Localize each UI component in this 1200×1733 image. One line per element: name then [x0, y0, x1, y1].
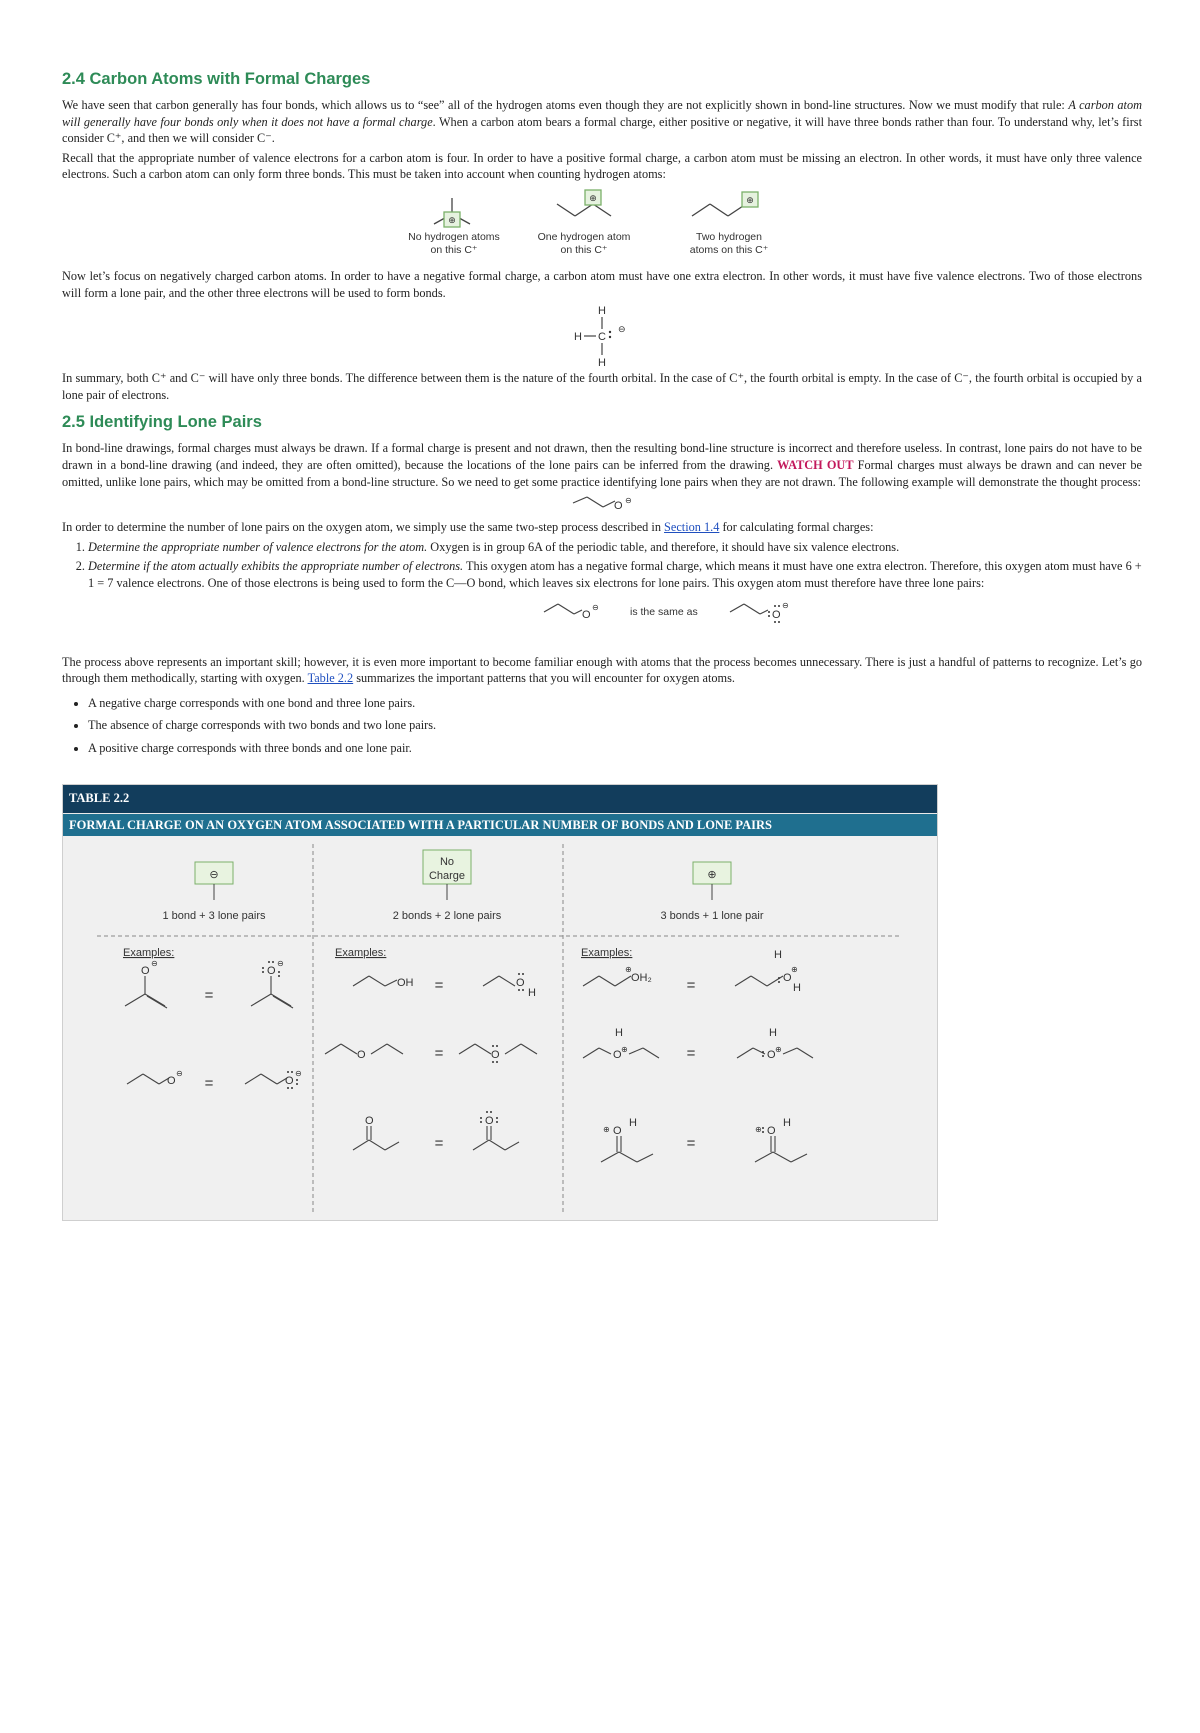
- examples-label-3: Examples:: [581, 947, 633, 960]
- table-2-2-link[interactable]: Table 2.2: [307, 671, 354, 686]
- ex-h-6: H: [629, 1117, 637, 1130]
- h-left: H: [574, 331, 582, 344]
- table-subtitle: FORMAL CHARGE ON AN OXYGEN ATOM ASSOCIATED WITH A PARTICULAR NUMBER OF BONDS AND LONE PAIRS: [63, 813, 937, 836]
- steps-list: [62, 539, 1142, 592]
- h-bottom: H: [598, 357, 606, 369]
- ex-h-2: H: [793, 982, 801, 995]
- ex-o-9: O: [485, 1115, 494, 1128]
- section-1-4-link[interactable]: Section 1.4: [664, 520, 720, 535]
- ex-h-7: H: [783, 1117, 791, 1130]
- plus-charge-3: ⊕: [746, 195, 754, 206]
- ex-o-6: O: [357, 1049, 366, 1062]
- pattern-item-1: • A negative charge corresponds with one bond and three lone pairs.: [88, 695, 1142, 712]
- s25-p3-text-b: summarizes the important patterns that you will encounter for oxygen atoms.: [353, 671, 735, 686]
- caption-3b: atoms on this C⁺: [689, 243, 769, 256]
- step-1-title: Determine the appropriate number of valence electrons for the atom.: [88, 539, 428, 554]
- eq-7: =: [686, 1045, 696, 1063]
- s25-paragraph-3: [62, 654, 1142, 687]
- table-figure: [63, 836, 935, 1220]
- charge-plus-1: ⊕: [625, 965, 632, 975]
- ex-o-3: O: [167, 1075, 176, 1088]
- charge-minus-4: ⊖: [295, 1069, 302, 1079]
- s25-p2-text-b: for calculating formal charges:: [719, 520, 874, 535]
- ex-o-13: O: [613, 1125, 622, 1138]
- ex-o-14: O: [767, 1125, 776, 1138]
- eq-2: =: [204, 1075, 214, 1093]
- carbon-atom: C: [598, 331, 606, 344]
- col3-label: 3 bonds + 1 lone pair: [660, 910, 764, 923]
- ex-o-7: O: [491, 1049, 500, 1062]
- caption-2a: One hydrogen atom: [537, 230, 631, 243]
- minus-charge-left: ⊖: [592, 602, 599, 612]
- charge-minus-2: ⊖: [277, 959, 284, 969]
- ex-oh: OH: [397, 977, 414, 990]
- charge-plus-3: ⊕: [621, 1045, 628, 1055]
- eq-4: =: [434, 1045, 444, 1063]
- ex-o-4: O: [285, 1075, 294, 1088]
- s25-p3-text-a: The process above represents an important skill; however, it is even more important to become familiar enough with atoms that the process becomes unnecessary. There is just a handful of patterns to recognize. Let’s go through them methodically, starting with oxygen.: [62, 654, 1142, 686]
- ex-o-5: O: [516, 977, 525, 990]
- s25-paragraph-2: [62, 519, 1142, 536]
- table-body: [63, 836, 937, 1220]
- s25-p2-text-a: In order to determine the number of lone pairs on the oxygen atom, we simply use the same two-step process described in: [62, 520, 665, 535]
- positive-badge: ⊕: [707, 869, 717, 882]
- eq-5: =: [434, 1135, 444, 1153]
- section-2-5-heading: 2.5 Identifying Lone Pairs: [62, 413, 262, 432]
- s25-p1-text-b: Formal charges must always be drawn and can never be omitted, unlike lone pairs, which may be omitted from a bond-line structure. So we need to get some practice identifying lone pairs when they are not drawn. The following example will demonstrate the thought process:: [62, 457, 1142, 489]
- oxygen-atom-right: O: [772, 608, 781, 621]
- ex-o-2: O: [267, 965, 276, 978]
- pattern-item-3: • A positive charge corresponds with three bonds and one lone pair.: [88, 740, 1142, 757]
- eq-6: =: [686, 977, 696, 995]
- same-as-label: is the same as: [630, 605, 698, 618]
- methyl-anion-figure: [562, 304, 642, 368]
- minus-charge-right: ⊖: [782, 600, 789, 610]
- minus-charge: ⊖: [625, 496, 632, 506]
- s24-paragraph-1: [62, 97, 1142, 147]
- ex-o-8: O: [365, 1115, 374, 1128]
- table-title: TABLE 2.2: [63, 785, 937, 813]
- ex-h-4: H: [615, 1027, 623, 1040]
- charge-plus-2: ⊕: [791, 965, 798, 975]
- ex-o-1: O: [141, 965, 150, 978]
- carbocation-figure: [392, 186, 812, 266]
- h-top: H: [598, 305, 606, 318]
- s24-paragraph-3: Now let’s focus on negatively charged carbon atoms. In order to have a negative formal charge, a carbon atom must have one extra electron. In other words, it must have five valence electrons. Two of those electrons will form a lone pair, and the other three electrons will be used to form bonds.: [62, 268, 1142, 300]
- lone-pair-comparison-figure: [542, 598, 802, 628]
- charge-minus-3: ⊖: [176, 1069, 183, 1079]
- ex-h-5: H: [769, 1027, 777, 1040]
- oxygen-atom: O: [614, 500, 623, 513]
- s24-paragraph-2: Recall that the appropriate number of valence electrons for a carbon atom is four. In order to have a positive formal charge, a carbon atom must be missing an electron. In other words, it must have only three valence electrons. Such a carbon atom can only form three bonds. This must be taken into account when counting hydrogen atoms:: [62, 150, 1142, 182]
- charge-plus-5: ⊕: [603, 1125, 610, 1135]
- step-1: [88, 539, 1142, 556]
- section-2-4-heading: 2.4 Carbon Atoms with Formal Charges: [62, 70, 371, 88]
- s24-paragraph-4: In summary, both C⁺ and C⁻ will have only three bonds. The difference between them is the nature of the fourth orbital. In the case of C⁺, the fourth orbital is empty. In the case of C⁻, the fourth orbital is occupied by a lone pair of electrons.: [62, 371, 1142, 402]
- eq-8: =: [686, 1135, 696, 1153]
- caption-1b: on this C⁺: [430, 243, 478, 256]
- s25-p1-text-a: In bond-line drawings, formal charges must always be drawn. If a formal charge is present and not drawn, then the resulting bond-line structure is incorrect and therefore useless. In contrast, lone pairs do not have to be drawn in a bond-line drawing (and indeed, they are often omitted), because the locations of the lone pairs can be inferred from the drawing.: [62, 441, 1142, 472]
- ex-h-3: H: [774, 949, 782, 962]
- charge-plus-6: ⊕: [755, 1125, 762, 1135]
- plus-charge-2: ⊕: [589, 193, 597, 204]
- s25-paragraph-1: [62, 440, 1142, 490]
- page-content: [62, 60, 1142, 1221]
- no-charge-badge-line1: No: [439, 856, 455, 869]
- step-2-body: This oxygen atom has a negative formal charge, which means it must have one extra electron. Therefore, this oxygen atom must have 6 + 1 = 7 valence electrons. One of those electrons is being used to form the C—O bond, which leaves six electrons for lone pairs. This oxygen atom must therefore have three lone pairs:: [88, 559, 1142, 590]
- step-2: [88, 558, 1142, 591]
- ex-o-12: O: [767, 1049, 776, 1062]
- minus-charge: ⊖: [618, 325, 626, 336]
- patterns-list: [62, 695, 1142, 757]
- ex-o-11: O: [613, 1049, 622, 1062]
- no-charge-badge-line2: Charge: [428, 870, 466, 883]
- col2-label: 2 bonds + 2 lone pairs: [392, 910, 502, 923]
- pattern-item-2: • The absence of charge corresponds with two bonds and two lone pairs.: [88, 717, 1142, 734]
- examples-label-1: Examples:: [123, 947, 175, 960]
- caption-2b: on this C⁺: [560, 243, 608, 256]
- step-2-title: Determine if the atom actually exhibits the appropriate number of electrons.: [88, 559, 464, 574]
- caption-1a: No hydrogen atoms: [408, 230, 500, 243]
- examples-label-2: Examples:: [335, 947, 387, 960]
- watch-out-label: WATCH OUT: [777, 457, 854, 472]
- ex-h-1: H: [528, 987, 536, 1000]
- eq-1: =: [204, 987, 214, 1005]
- ex-o-10: O: [783, 972, 792, 985]
- s24-p1-text-a: We have seen that carbon generally has four bonds, which allows us to “see” all of the hydrogen atoms even though they are not explicitly shown in bond-line structures. Now we must modify that rule:: [62, 98, 1069, 112]
- ethoxide-figure: [567, 493, 637, 517]
- oxygen-atom-left: O: [582, 608, 591, 621]
- ex-oh2: OH₂: [631, 972, 652, 985]
- step-1-body: Oxygen is in group 6A of the periodic table, and therefore, it should have six valence electrons.: [427, 539, 900, 554]
- charge-plus-4: ⊕: [775, 1045, 782, 1055]
- caption-3a: Two hydrogen: [696, 230, 762, 243]
- plus-charge-1: ⊕: [448, 215, 456, 226]
- col1-label: 1 bond + 3 lone pairs: [162, 910, 266, 923]
- negative-badge: ⊖: [209, 869, 219, 882]
- eq-3: =: [434, 977, 444, 995]
- s24-p1-emphasis: A carbon atom will generally have four bonds only when it does not have a formal charge: [62, 98, 1142, 129]
- table-2-2: [62, 784, 938, 1221]
- s24-p1-text-c: . When a carbon atom bears a formal charge, either positive or negative, it will have three bonds rather than four. To understand why, let’s first consider C⁺, and then we will consider C⁻.: [62, 114, 1142, 146]
- charge-minus-1: ⊖: [151, 959, 158, 969]
